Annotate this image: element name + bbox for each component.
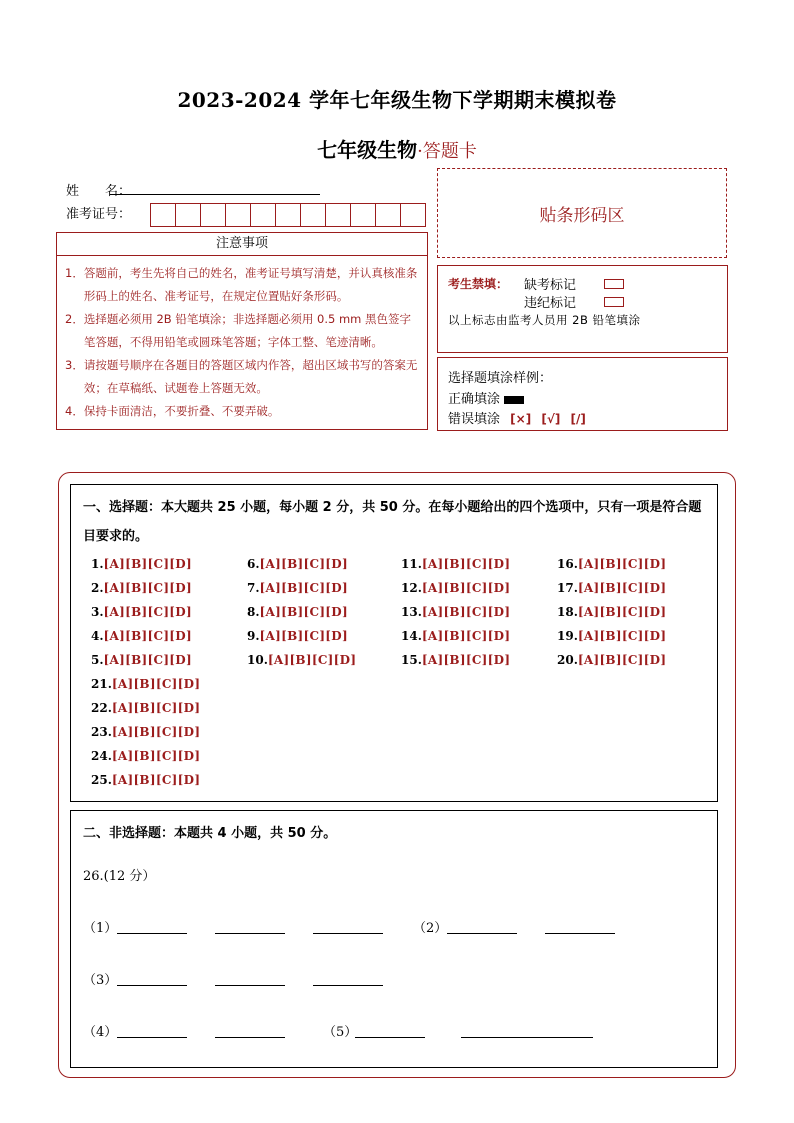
id-digit-box[interactable]	[275, 203, 301, 227]
notice-item	[65, 308, 421, 354]
question-number: 21.	[91, 677, 112, 691]
subtitle-card: 答题卡	[422, 141, 477, 162]
answer-blank[interactable]	[447, 933, 517, 934]
question-number: 19.	[557, 629, 578, 643]
answer-options[interactable]: [A][B][C][D]	[577, 581, 667, 595]
violation-mark-box[interactable]	[604, 297, 624, 307]
answer-blank[interactable]	[313, 933, 383, 934]
answer-options[interactable]: [A][B][C][D]	[259, 581, 348, 595]
notice-item-number: 2．	[65, 312, 84, 326]
notice-box	[56, 232, 428, 430]
answer-blank[interactable]	[313, 985, 383, 986]
question-number: 12.	[401, 581, 422, 595]
answer-blank[interactable]	[461, 1037, 593, 1038]
question-number: 17.	[557, 581, 578, 595]
absent-row	[524, 274, 624, 293]
id-label: 准考证号：	[66, 207, 132, 222]
choice-question	[557, 629, 666, 643]
answer-options[interactable]: [A][B][C][D]	[103, 629, 192, 643]
answer-blank[interactable]	[355, 1037, 425, 1038]
sample-title: 选择题填涂样例：	[448, 371, 553, 386]
open-section-heading: 二、非选择题：本题共 4 小题，共 50 分。	[83, 826, 337, 841]
answer-options[interactable]: [A][B][C][D]	[111, 749, 201, 763]
barcode-label: 贴条形码区	[539, 205, 625, 226]
violation-label: 违纪标记	[524, 296, 577, 311]
name-field[interactable]	[110, 194, 320, 195]
answer-options[interactable]: [A][B][C][D]	[111, 677, 201, 691]
wrong-mark-cross: [×]	[510, 412, 532, 426]
choice-question	[91, 581, 192, 595]
question-number: 14.	[401, 629, 422, 643]
wrong-fill-label: 错误填涂	[448, 412, 501, 427]
question-number: 15.	[401, 653, 422, 667]
choice-question	[401, 605, 510, 619]
blank-label-1: （1）	[83, 921, 118, 936]
notice-item	[65, 354, 421, 400]
question-number: 25.	[91, 773, 112, 787]
answer-options[interactable]: [A][B][C][D]	[577, 557, 667, 571]
question-number: 10.	[247, 653, 268, 667]
answer-options[interactable]: [A][B][C][D]	[421, 629, 511, 643]
choice-question	[91, 725, 200, 739]
barcode-area	[437, 168, 727, 258]
question-number: 2.	[91, 581, 104, 595]
notice-item	[65, 400, 421, 423]
choice-question	[557, 557, 666, 571]
choice-question	[247, 581, 348, 595]
question-number: 20.	[557, 653, 578, 667]
choice-question	[247, 605, 348, 619]
choice-question	[401, 653, 510, 667]
answer-options[interactable]: [A][B][C][D]	[577, 605, 667, 619]
answer-options[interactable]: [A][B][C][D]	[577, 653, 667, 667]
page-subtitle	[0, 134, 794, 163]
question-number: 1.	[91, 557, 104, 571]
notice-item-text: 请按题号顺序在各题目的答题区域内作答，超出区域书写的答案无效；在草稿纸、试题卷上答题无效。	[83, 358, 418, 395]
question-number: 16.	[557, 557, 578, 571]
notice-title: 注意事项	[57, 233, 427, 256]
proctor-note: 以上标志由监考人员用 2B 铅笔填涂	[448, 313, 641, 327]
blank-label-4: （4）	[83, 1025, 118, 1040]
correct-fill-label: 正确填涂	[448, 392, 501, 407]
notice-item-number: 1．	[65, 266, 84, 280]
answer-options[interactable]: [A][B][C][D]	[259, 605, 348, 619]
answer-options[interactable]: [A][B][C][D]	[103, 653, 192, 667]
answer-options[interactable]: [A][B][C][D]	[103, 581, 192, 595]
choice-question	[401, 581, 510, 595]
answer-blank[interactable]	[215, 1037, 285, 1038]
choice-question	[401, 629, 510, 643]
choice-question	[557, 653, 666, 667]
choice-question	[91, 773, 200, 787]
id-digit-box[interactable]	[350, 203, 376, 227]
answer-options[interactable]: [A][B][C][D]	[259, 629, 348, 643]
answer-options[interactable]: [A][B][C][D]	[259, 557, 348, 571]
subtitle-dot: ·	[417, 141, 423, 162]
name-label: 姓 名：	[66, 184, 132, 199]
page-title: 2023-2024 学年七年级生物下学期期末模拟卷	[177, 88, 617, 112]
question-number: 6.	[247, 557, 260, 571]
subtitle-text: 七年级生物	[317, 138, 418, 162]
question-number: 7.	[247, 581, 260, 595]
answer-options[interactable]: [A][B][C][D]	[111, 701, 201, 715]
id-digit-box[interactable]	[375, 203, 401, 227]
choice-question	[247, 653, 356, 667]
id-digit-box[interactable]	[200, 203, 226, 227]
question-number: 8.	[247, 605, 260, 619]
choice-question	[401, 557, 510, 571]
answer-options[interactable]: [A][B][C][D]	[111, 725, 201, 739]
id-digit-box[interactable]	[225, 203, 251, 227]
notice-item-text: 选择题必须用 2B 铅笔填涂；非选择题必须用 0.5 mm 黑色签字笔答题，不得用铅笔或圆珠笔答题；字体工整、笔迹清晰。	[83, 312, 412, 349]
choice-section-heading: 一、选择题：本大题共 25 小题，每小题 2 分，共 50 分。在每小题给出的四个选项中，只有一项是符合题目要求的。	[83, 500, 702, 544]
choice-question	[91, 557, 192, 571]
proctor-marks-box	[437, 265, 728, 353]
notice-item	[65, 262, 421, 308]
wrong-fill-row	[448, 408, 586, 427]
question-number: 22.	[91, 701, 112, 715]
choice-question	[557, 605, 666, 619]
id-digit-box[interactable]	[175, 203, 201, 227]
answer-options[interactable]: [A][B][C][D]	[577, 629, 667, 643]
question-number: 23.	[91, 725, 112, 739]
question-26-label: 26.(12 分）	[83, 869, 156, 884]
question-number: 24.	[91, 749, 112, 763]
choice-question	[91, 653, 192, 667]
answer-blank[interactable]	[215, 985, 285, 986]
id-number-boxes[interactable]	[150, 203, 425, 227]
answer-options[interactable]: [A][B][C][D]	[103, 605, 192, 619]
question-number: 4.	[91, 629, 104, 643]
answer-options[interactable]: [A][B][C][D]	[103, 557, 192, 571]
choice-question	[247, 557, 348, 571]
correct-fill-row	[448, 388, 524, 407]
notice-list	[57, 256, 427, 423]
question-number: 5.	[91, 653, 104, 667]
blank-label-3: （3）	[83, 973, 118, 988]
answer-options[interactable]: [A][B][C][D]	[111, 773, 201, 787]
wrong-mark-slash: [/]	[570, 412, 586, 426]
answer-options[interactable]: [A][B][C][D]	[421, 653, 511, 667]
blank-label-2: （2）	[413, 921, 448, 936]
choice-section	[70, 484, 718, 802]
choice-question	[247, 629, 348, 643]
question-number: 18.	[557, 605, 578, 619]
absent-label: 缺考标记	[524, 278, 577, 293]
question-number: 13.	[401, 605, 422, 619]
notice-item-text: 答题前，考生先将自己的姓名，准考证号填写清楚，并认真核准条形码上的姓名、准考证号，在规定位置贴好条形码。	[83, 266, 418, 303]
choice-question	[91, 677, 200, 691]
proctor-title: 考生禁填：	[448, 277, 509, 291]
answer-blank[interactable]	[117, 933, 187, 934]
question-number: 3.	[91, 605, 104, 619]
choice-question	[91, 701, 200, 715]
answer-blank[interactable]	[215, 933, 285, 934]
id-digit-box[interactable]	[150, 203, 176, 227]
answer-options[interactable]: [A][B][C][D]	[421, 605, 511, 619]
answer-options[interactable]: [A][B][C][D]	[267, 653, 357, 667]
question-number: 11.	[401, 557, 422, 571]
choice-question	[91, 749, 200, 763]
answer-options[interactable]: [A][B][C][D]	[421, 581, 511, 595]
open-section	[70, 810, 718, 1068]
id-digit-box[interactable]	[400, 203, 426, 227]
fill-sample-box	[437, 357, 728, 431]
id-digit-box[interactable]	[325, 203, 351, 227]
notice-item-text: 保持卡面清洁，不要折叠、不要弄破。	[83, 404, 280, 418]
violation-row	[524, 292, 624, 311]
answer-blank[interactable]	[117, 985, 187, 986]
id-digit-box[interactable]	[250, 203, 276, 227]
answer-options[interactable]: [A][B][C][D]	[421, 557, 511, 571]
notice-item-number: 3．	[65, 358, 84, 372]
choice-question	[557, 581, 666, 595]
wrong-mark-check: [√]	[541, 412, 561, 426]
answer-blank[interactable]	[545, 933, 615, 934]
answer-blank[interactable]	[117, 1037, 187, 1038]
choice-question	[91, 605, 192, 619]
absent-mark-box[interactable]	[604, 279, 624, 289]
choice-question	[91, 629, 192, 643]
id-digit-box[interactable]	[300, 203, 326, 227]
blank-label-5: （5）	[323, 1025, 358, 1040]
notice-item-number: 4．	[65, 404, 84, 418]
question-number: 9.	[247, 629, 260, 643]
filled-mark-icon	[504, 396, 524, 404]
